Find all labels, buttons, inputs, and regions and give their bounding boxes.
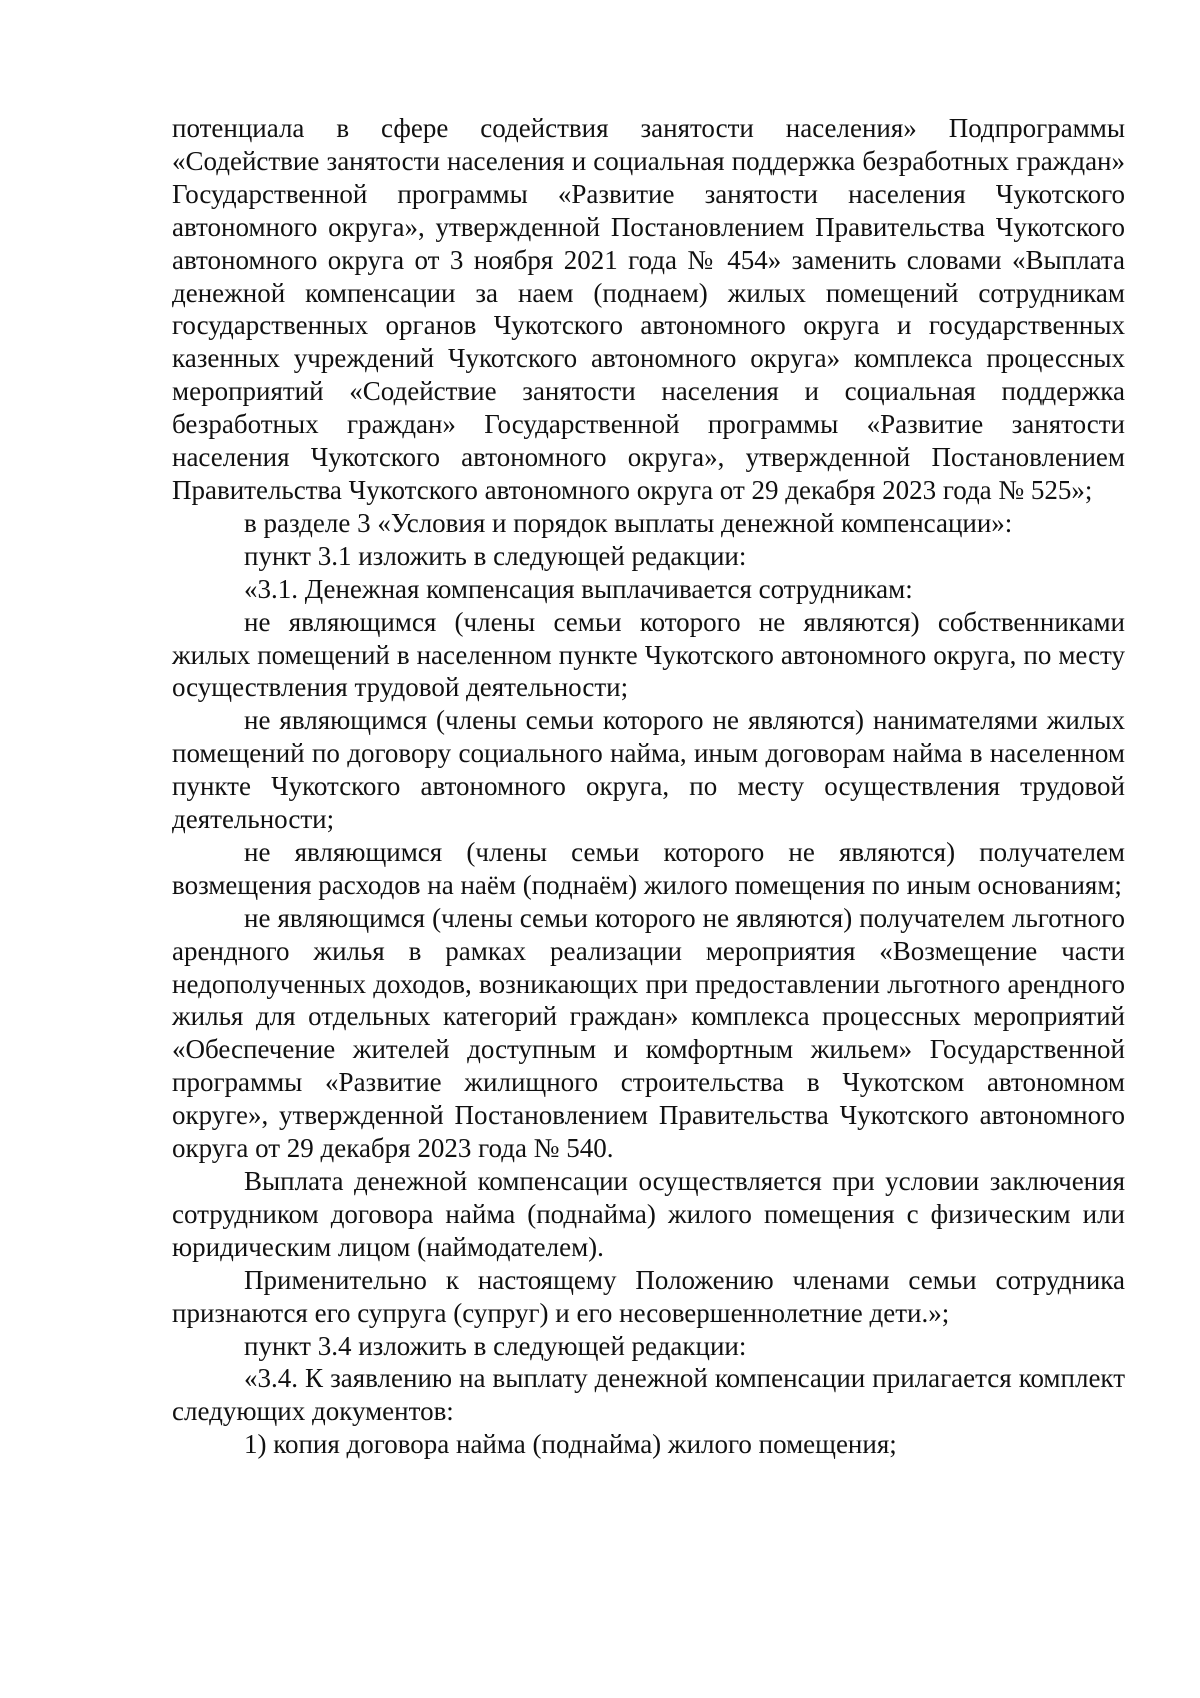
paragraph: Выплата денежной компенсации осуществляется при условии заключения сотрудником договора найма (поднайма) жилого помещения с физическим или юридическим лицом (наймодателем). [172,1166,1125,1262]
paragraph: 1) копия договора найма (поднайма) жилого помещения; [244,1429,897,1460]
paragraph: «3.4. К заявлению на выплату денежной компенсации прилагается комплект следующих документов: [172,1363,1125,1427]
paragraph: не являющимся (члены семьи которого не являются) собственниками жилых помещений в населенном пункте Чукотского автономного округа, по месту осуществления трудовой деятельности; [172,606,1125,703]
paragraph: не являющимся (члены семьи которого не являются) получателем льготного арендного жилья в рамках реализации мероприятия «Возмещение части недополученных доходов, возникающих при предоставлении льготного арендного жилья для отдельных категорий граждан» комплекса процессных мероприятий «Обеспечение жителей доступным и комфортным жильем» Государственной программы «Развитие жилищного строительства в Чукотском автономном округе», утвержденной Постановлением Правительства Чукотского автономного округа от 29 декабря 2023 года № 540. [172,902,1125,1164]
paragraph: не являющимся (члены семьи которого не являются) получателем возмещения расходов на наём (поднаём) жилого помещения по иным основаниям; [172,836,1125,900]
document-body [172,112,1125,1461]
paragraph: пункт 3.4 изложить в следующей редакции: [244,1330,747,1361]
paragraph: Применительно к настоящему Положению членами семьи сотрудника признаются его супруга (супруг) и его несовершеннолетние дети.»; [172,1264,1125,1328]
paragraph: «3.1. Денежная компенсация выплачивается сотрудникам: [244,573,913,604]
paragraph: в разделе 3 «Условия и порядок выплаты денежной компенсации»: [244,507,1013,538]
paragraph: не являющимся (члены семьи которого не являются) нанимателями жилых помещений по договору социального найма, иным договорам найма в населенном пункте Чукотского автономного округа, по месту осуществления трудовой деятельности; [172,705,1125,835]
paragraph: потенциала в сфере содействия занятости населения» Подпрограммы «Содействие занятости населения и социальная поддержка безработных граждан» Государственной программы «Развитие занятости населения Чукотского автономного округа», утвержденной Постановлением Правительства Чукотского автономного округа от 3 ноября 2021 года № 454» заменить словами «Выплата денежной компенсации за наем (поднаем) жилых помещений сотрудникам государственных органов Чукотского автономного округа и государственных казенных учреждений Чукотского автономного округа» комплекса процессных мероприятий «Содействие занятости населения и социальная поддержка безработных граждан» Государственной программы «Развитие занятости населения Чукотского автономного округа», утвержденной Постановлением Правительства Чукотского автономного округа от 29 декабря 2023 года № 525»; [172,113,1125,505]
paragraph: пункт 3.1 изложить в следующей редакции: [244,540,747,571]
